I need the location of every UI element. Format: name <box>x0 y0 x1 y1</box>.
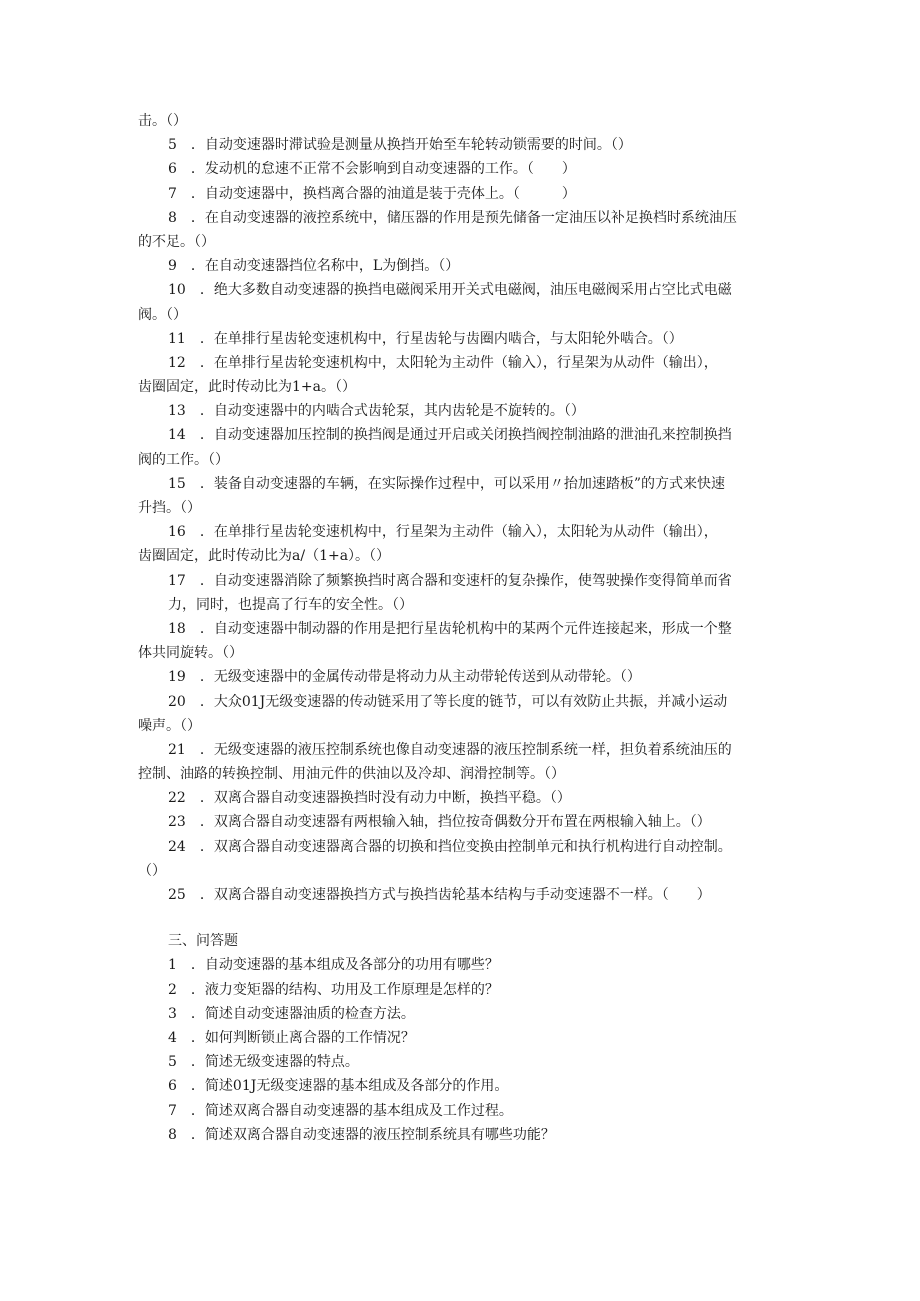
question-22: 22 ．双离合器自动变速器换挡时没有动力中断，换挡平稳。（） <box>168 790 571 807</box>
essay-question-4: 4 ．如何判断锁止离合器的工作情况？ <box>168 1029 415 1046</box>
essay-question-8: 8 ．简述双离合器自动变速器的液压控制系统具有哪些功能？ <box>168 1126 555 1143</box>
essay-question-7: 7 ．简述双离合器自动变速器的基本组成及工作过程。 <box>168 1102 513 1119</box>
question-12-line-1: 12 ．在单排行星齿轮变速机构中，太阳轮为主动件（输入），行星架为从动件（输出）， <box>168 354 718 371</box>
essay-question-1: 1 ．自动变速器的基本组成及各部分的功用有哪些？ <box>168 957 499 974</box>
question-17-line-1: 17 ．自动变速器消除了频繁换挡时离合器和变速杆的复杂操作，使驾驶操作变得简单而省 <box>168 572 732 589</box>
essay-question-5: 5 ．简述无级变速器的特点。 <box>168 1054 359 1071</box>
question-9: 9 ．在自动变速器挡位名称中，L为倒挡。（） <box>168 258 460 275</box>
question-12-line-2: 齿圈固定，此时传动比为1+a。（） <box>138 379 356 396</box>
question-20-line-1: 20 ．大众01J无级变速器的传动链采用了等长度的链节，可以有效防止共振，并减小运动 <box>168 693 728 710</box>
question-7: 7 ．自动变速器中，换档离合器的油道是装于壳体上。（ ） <box>168 185 576 202</box>
section-spacer <box>138 907 784 929</box>
question-13: 13 ．自动变速器中的内啮合式齿轮泵，其内齿轮是不旋转的。（） <box>168 403 585 420</box>
question-21-line-1: 21 ．无级变速器的液压控制系统也像自动变速器的液压控制系统一样，担负着系统油压的 <box>168 741 732 758</box>
question-5: 5 ．自动变速器时滞试验是测量从换挡开始至车轮转动锁需要的时间。（） <box>168 137 632 154</box>
essay-question-3: 3 ．简述自动变速器油质的检查方法。 <box>168 1005 415 1022</box>
question-24-line-2: （） <box>138 862 166 879</box>
question-10-line-2: 阀。（） <box>138 306 187 323</box>
question-21-line-2: 控制、油路的转换控制、用油元件的供油以及冷却、润滑控制等。（） <box>138 766 565 783</box>
question-4-continuation: 击。（） <box>138 113 187 129</box>
question-15-line-1: 15 ．装备自动变速器的车辆，在实际操作过程中，可以采用〃抬加速踏板”的方式来快速 <box>168 475 725 492</box>
question-16-line-2: 齿圈固定，此时传动比为a/（1+a）。（） <box>138 548 391 565</box>
question-25: 25 ．双离合器自动变速器换挡方式与换挡齿轮基本结构与手动变速器不一样。（ ） <box>168 887 711 903</box>
essay-question-6: 6 ．简述01J无级变速器的基本组成及各部分的作用。 <box>168 1078 509 1095</box>
question-20-line-2: 噪声。（） <box>138 717 201 734</box>
question-18-line-1: 18 ．自动变速器中制动器的作用是把行星齿轮机构中的某两个元件连接起来，形成一个整 <box>168 620 732 637</box>
question-16-line-1: 16 ．在单排行星齿轮变速机构中，行星架为主动件（输入），太阳轮为从动件（输出）， <box>168 524 718 541</box>
essay-question-2: 2 ．液力变矩器的结构、功用及工作原理是怎样的？ <box>168 981 499 998</box>
question-10-line-1: 10 ．绝大多数自动变速器的换挡电磁阀采用开关式电磁阀，油压电磁阀采用占空比式电磁 <box>168 282 732 299</box>
question-14-line-1: 14 ．自动变速器加压控制的换挡阀是通过开启或关闭换挡阀控制油路的泄油孔来控制换挡 <box>168 427 732 444</box>
question-18-line-2: 体共同旋转。（） <box>138 645 243 662</box>
question-24-line-1: 24 ．双离合器自动变速器离合器的切换和挡位变换由控制单元和执行机构进行自动控制。 <box>168 838 732 855</box>
question-8-line-1: 8 ．在自动变速器的液控系统中，储压器的作用是预先储备一定油压以补足换档时系统油压 <box>168 209 737 226</box>
question-15-line-2: 升挡。（） <box>138 500 201 516</box>
question-6: 6 ．发动机的怠速不正常不会影响到自动变速器的工作。（ ） <box>168 161 576 178</box>
question-11: 11 ．在单排行星齿轮变速机构中，行星齿轮与齿圈内啮合，与太阳轮外啮合。（） <box>168 330 683 347</box>
question-8-line-2: 的不足。（） <box>138 233 215 250</box>
document-body <box>138 109 784 1147</box>
question-19: 19 ．无级变速器中的金属传动带是将动力从主动带轮传送到从动带轮。（） <box>168 669 641 686</box>
question-23: 23 ．双离合器自动变速器有两根输入轴，挡位按奇偶数分开布置在两根输入轴上。（） <box>168 814 711 831</box>
question-17-line-2: 力，同时，也提高了行车的安全性。（） <box>168 596 413 613</box>
question-14-line-2: 阀的工作。（） <box>138 451 229 468</box>
section-3-title: 三、问答题 <box>168 933 238 950</box>
